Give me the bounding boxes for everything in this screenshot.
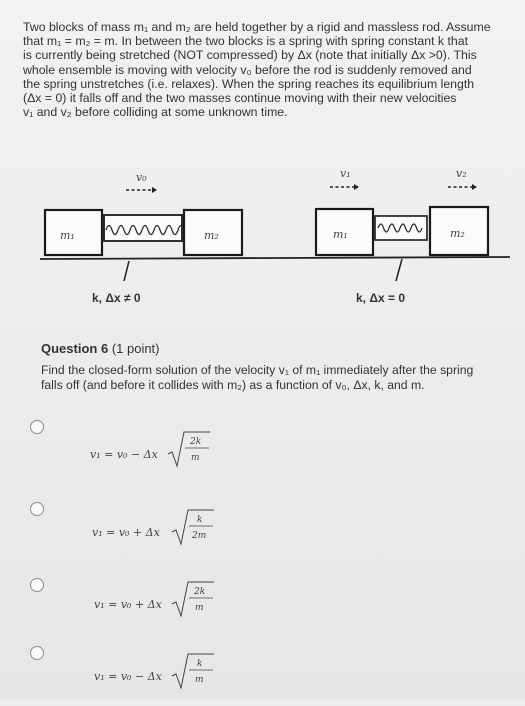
formula-svg (94, 650, 274, 700)
formula-lhs: v₁ = v₀ − Δx (94, 670, 162, 683)
spring-pointer-right (396, 259, 402, 281)
question-line: Find the closed-form solution of the velocity v₁ of m₁ immediately after the spring (41, 363, 474, 377)
formula-numerator: 2k (194, 587, 206, 597)
answer-option-1[interactable] (30, 420, 290, 480)
formula-lhs: v₁ = v₀ + Δx (94, 598, 162, 611)
answer-option-2[interactable] (30, 502, 290, 562)
formula (90, 428, 270, 478)
problem-statement (23, 20, 518, 119)
velocity-v0-label: v₀ (136, 171, 147, 184)
spring-left-label: k, Δx ≠ 0 (92, 291, 141, 305)
formula (92, 506, 272, 556)
problem-line: (Δx = 0) it falls off and the two masses continue moving with their new velocities (23, 91, 457, 106)
problem-line: Two blocks of mass m₁ and m₂ are held together by a rigid and massless rod. Assume (23, 20, 491, 34)
answer-option-4[interactable] (30, 646, 290, 706)
question-number: Question 6 (41, 341, 109, 356)
sqrt-sign (172, 582, 214, 616)
formula-lhs: v₁ = v₀ − Δx (90, 448, 158, 461)
block-m2-right-label: m₂ (450, 227, 465, 240)
formula-denominator: 2m (192, 531, 207, 541)
radio-button[interactable] (30, 646, 44, 660)
spring-frame-right (375, 216, 427, 240)
problem-line: v₁ and v₂ before colliding at some unknown time. (23, 105, 288, 120)
formula-numerator: 2k (190, 437, 202, 447)
question-text (41, 363, 511, 392)
formula-svg (94, 578, 274, 628)
formula-denominator: m (195, 675, 204, 685)
problem-line: that m₁ = m₂ = m. In between the two blocks is a spring with spring constant k that (23, 34, 468, 49)
sqrt-sign (172, 654, 214, 688)
block-m1-right-label: m₁ (333, 228, 348, 241)
velocity-v2-label: v₂ (456, 167, 467, 180)
problem-line: whole ensemble is moving with velocity v₀ before the rod is suddenly removed and (23, 62, 472, 77)
radio-button[interactable] (30, 578, 44, 592)
block-m1-left-label: m₁ (60, 229, 75, 242)
velocity-v1-arrowhead (354, 184, 359, 190)
radio-button[interactable] (30, 502, 44, 516)
problem-line: is currently being stretched (NOT compressed) by Δx (note that initially Δx >0). This (23, 48, 477, 63)
physics-diagram (0, 155, 525, 325)
radio-button[interactable] (30, 420, 44, 434)
problem-line: the spring unstretches (i.e. relaxes). When the spring reaches its equilibrium length (23, 76, 475, 91)
answer-option-3[interactable] (30, 578, 290, 638)
formula-numerator: k (197, 515, 203, 525)
block-m2-left-label: m₂ (204, 229, 219, 242)
velocity-v1-label: v₁ (340, 167, 351, 180)
diagram-svg (0, 155, 525, 325)
formula-lhs: v₁ = v₀ + Δx (92, 526, 160, 539)
formula-denominator: m (195, 603, 204, 613)
formula (94, 578, 274, 628)
formula-svg (90, 428, 270, 478)
sqrt-sign (168, 432, 210, 466)
question-title (41, 341, 160, 356)
spring-pointer-left (124, 261, 129, 281)
formula (94, 650, 274, 700)
formula-numerator: k (197, 659, 203, 669)
velocity-v2-arrowhead (472, 184, 477, 190)
formula-svg (92, 506, 272, 556)
ground-line (40, 257, 510, 259)
formula-denominator: m (191, 453, 200, 463)
spring-right-label: k, Δx = 0 (356, 291, 405, 305)
question-line: falls off (and before it collides with m₂) as a function of v₀, Δx, k, and m. (41, 377, 425, 392)
velocity-v0-arrowhead (152, 187, 157, 193)
question-points: (1 point) (111, 341, 160, 356)
